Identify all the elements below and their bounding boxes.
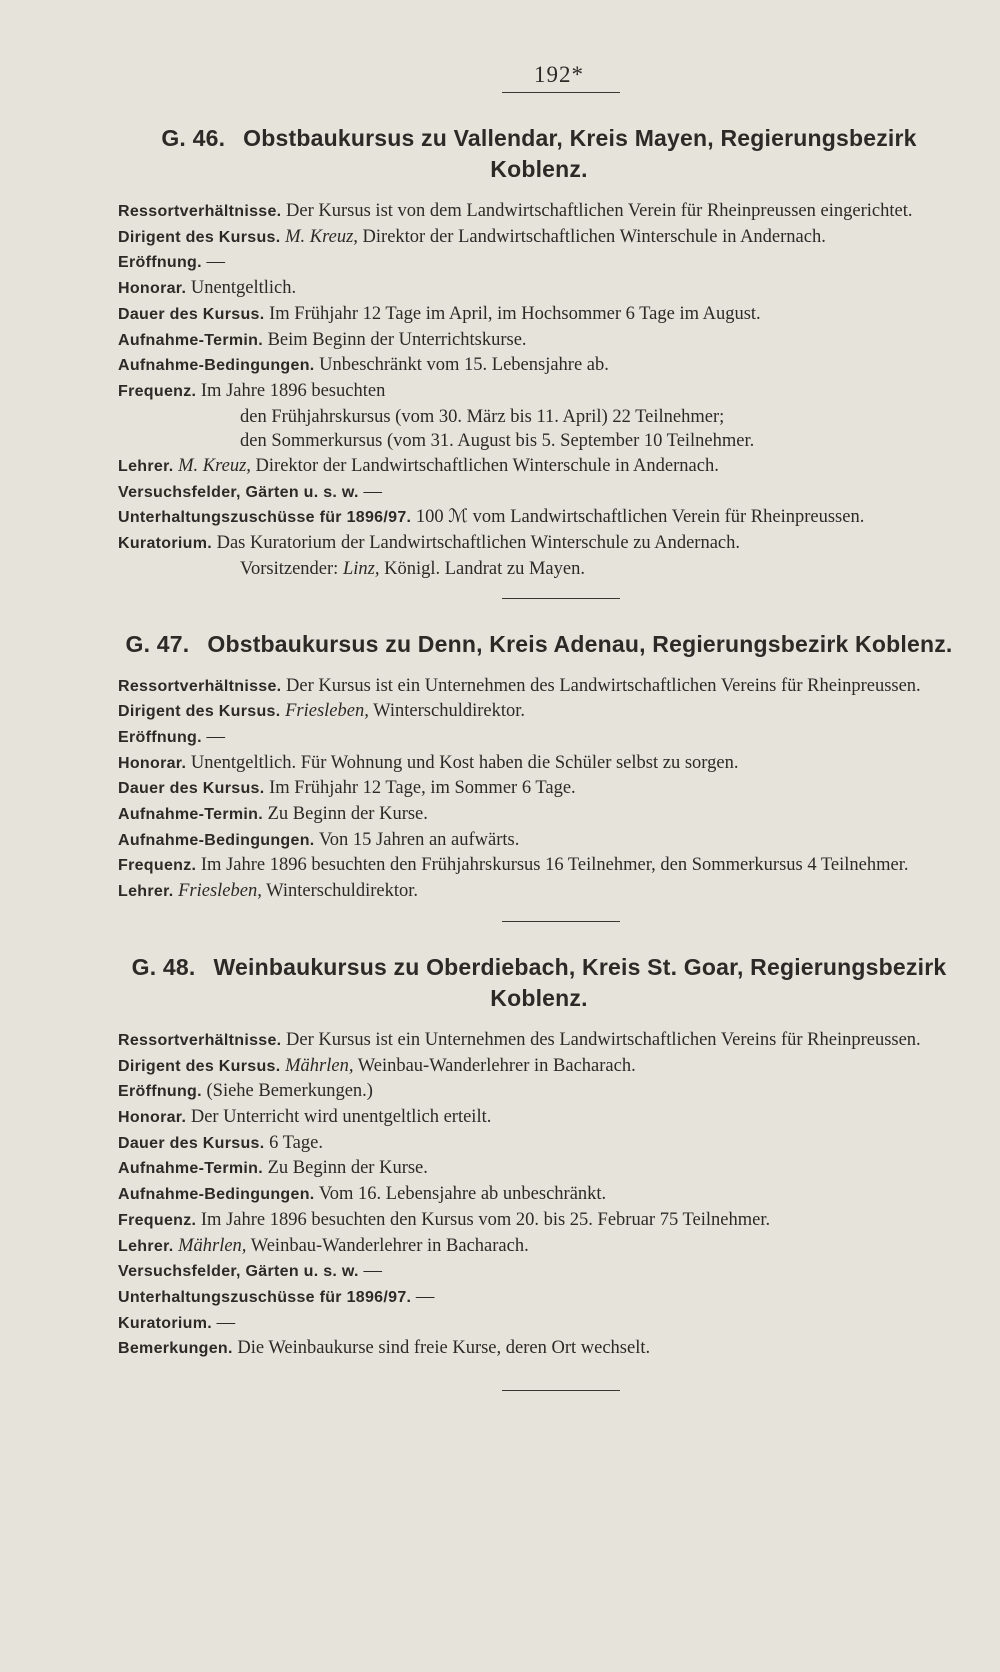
section-title: [118, 123, 960, 185]
entry-label: Versuchsfelder, Gärten u. s. w.: [118, 1263, 359, 1281]
section-g47: [118, 629, 960, 922]
entry-kuratorium: [118, 1311, 960, 1337]
entry-label: Ressortverhältnisse.: [118, 203, 282, 220]
entry-label: Eröffnung.: [118, 254, 202, 272]
entry-honorar: [118, 751, 960, 777]
entry-aufnahme-termin: [118, 802, 960, 828]
entry-text: —: [363, 481, 382, 502]
entry-label: Dauer des Kursus.: [118, 780, 265, 798]
frequenz-line: den Sommerkursus (vom 31. August bis 5. September 10 Teilnehmer.: [240, 431, 755, 452]
entry-text: Unentgeltlich. Für Wohnung und Kost haben die Schüler selbst zu sorgen.: [190, 752, 739, 773]
entry-person: Mährlen,: [178, 1235, 247, 1256]
entry-text: Direktor der Landwirtschaftlichen Winterschule in Andernach.: [255, 456, 719, 477]
entry-person: Mährlen,: [285, 1055, 354, 1076]
entry-text: —: [206, 726, 225, 747]
section-heading: Weinbaukursus zu Oberdiebach, Kreis St. Goar, Regierungsbezirk Koblenz.: [213, 953, 947, 1011]
entry-label: Dirigent des Kursus.: [118, 228, 281, 246]
chair-prefix: Vorsitzender:: [240, 558, 339, 579]
entry-label: Aufnahme-Bedingungen.: [118, 357, 315, 375]
entry-text: Im Jahre 1896 besuchten den Frühjahrskursus 16 Teilnehmer, den Sommerkursus 4 Teilnehmer.: [200, 855, 909, 876]
entry-text: Im Frühjahr 12 Tage im April, im Hochsommer 6 Tage im August.: [269, 303, 761, 324]
entry-text: Im Jahre 1896 besuchten den Kursus vom 20. bis 25. Februar 75 Teilnehmer.: [200, 1209, 771, 1230]
entry-label: Honorar.: [118, 754, 187, 772]
entry-text: Beim Beginn der Unterrichtskurse.: [267, 329, 527, 350]
section-heading: Obstbaukursus zu Vallendar, Kreis Mayen, Regierungsbezirk Koblenz.: [243, 125, 917, 182]
entry-text: Die Weinbaukurse sind freie Kurse, deren Ort wechselt.: [237, 1338, 651, 1359]
entry-text: 6 Tage.: [269, 1132, 323, 1153]
entry-label: Eröffnung.: [118, 1083, 202, 1101]
entry-text: Der Kursus ist ein Unternehmen des Landwirtschaftlichen Vereins für Rheinpreussen.: [286, 1029, 921, 1050]
section-separator: [502, 598, 620, 599]
entry-label: Dauer des Kursus.: [118, 1134, 265, 1152]
entry-dirigent: [118, 225, 960, 251]
entry-aufnahme-termin: [118, 1156, 960, 1182]
entry-label: Dauer des Kursus.: [118, 305, 265, 323]
entry-label: Versuchsfelder, Gärten u. s. w.: [118, 483, 359, 501]
entry-lehrer: [118, 454, 960, 480]
entry-person: M. Kreuz,: [285, 226, 358, 247]
entry-text: Unbeschränkt vom 15. Lebensjahre ab.: [319, 355, 609, 376]
entry-text: Das Kuratorium der Landwirtschaftlichen Winterschule zu Andernach.: [216, 533, 741, 554]
entry-label: Honorar.: [118, 280, 187, 298]
entry-frequenz: [118, 1208, 960, 1234]
entry-label: Frequenz.: [118, 857, 197, 875]
entry-text: Unentgeltlich.: [190, 278, 297, 299]
entry-label: Aufnahme-Termin.: [118, 1160, 263, 1178]
chair-suffix: Königl. Landrat zu Mayen.: [384, 558, 585, 579]
entry-text: Von 15 Jahren an aufwärts.: [318, 829, 520, 850]
section-title: [118, 952, 960, 1014]
entry-text: —: [206, 252, 225, 273]
entry-text: Zu Beginn der Kurse.: [267, 1158, 428, 1179]
entry-text: Der Kursus ist ein Unternehmen des Landwirtschaftlichen Vereins für Rheinpreussen.: [286, 675, 921, 696]
entry-label: Lehrer.: [118, 1237, 174, 1255]
chair-person: Linz,: [342, 558, 380, 579]
entry-label: Aufnahme-Termin.: [118, 331, 263, 349]
section-g48: [118, 952, 960, 1391]
section-title: [118, 629, 960, 660]
entry-aufnahme-bedingungen: [118, 353, 960, 379]
section-number: G. 46.: [161, 125, 226, 151]
entry-label: Kuratorium.: [118, 1314, 212, 1332]
entry-person: Friesleben,: [178, 881, 262, 902]
entry-aufnahme-bedingungen: [118, 1182, 960, 1208]
entry-ressortverhaeltnisse: [118, 674, 960, 700]
entry-honorar: [118, 276, 960, 302]
entry-text: 100 ℳ vom Landwirtschaftlichen Verein für Rheinpreussen.: [415, 507, 865, 528]
entry-text: Direktor der Landwirtschaftlichen Winterschule in Andernach.: [362, 226, 826, 247]
entry-label: Lehrer.: [118, 458, 174, 476]
entry-ressortverhaeltnisse: [118, 1028, 960, 1054]
section-g46: [118, 123, 960, 599]
entry-label: Frequenz.: [118, 382, 197, 400]
entry-aufnahme-termin: [118, 328, 960, 354]
entry-label: Dirigent des Kursus.: [118, 1057, 281, 1075]
entry-label: Aufnahme-Bedingungen.: [118, 831, 315, 849]
page-number-rule: [502, 92, 620, 93]
entry-text: —: [216, 1312, 236, 1333]
entry-dauer: [118, 302, 960, 328]
entry-ressortverhaeltnisse: [118, 199, 960, 225]
entry-eroeffnung: [118, 725, 960, 751]
section-number: G. 48.: [131, 953, 196, 980]
entry-bemerkungen: [118, 1336, 960, 1362]
section-separator: [502, 921, 620, 922]
section-heading: Obstbaukursus zu Denn, Kreis Adenau, Regierungsbezirk Koblenz.: [207, 630, 953, 657]
page-number: 192*: [534, 62, 584, 87]
entry-lehrer: [118, 1234, 960, 1260]
entry-label: Kuratorium.: [118, 535, 212, 553]
entry-versuchsfelder: [118, 480, 960, 506]
kuratorium-chair-line: [118, 557, 960, 582]
entry-label: Lehrer.: [118, 883, 174, 901]
entry-label: Honorar.: [118, 1108, 187, 1126]
frequenz-line: den Frühjahrskursus (vom 30. März bis 11. April) 22 Teilnehmer;: [240, 406, 725, 427]
entry-dirigent: [118, 1054, 960, 1080]
entry-dirigent: [118, 699, 960, 725]
entry-text: Winterschuldirektor.: [373, 701, 525, 722]
entry-text: Zu Beginn der Kurse.: [267, 804, 428, 825]
entry-dauer: [118, 776, 960, 802]
entry-frequenz: [118, 853, 960, 879]
entry-text: Im Frühjahr 12 Tage, im Sommer 6 Tage.: [269, 778, 576, 799]
entry-honorar: [118, 1105, 960, 1131]
entry-label: Unterhaltungszuschüsse für 1896/97.: [118, 1288, 412, 1306]
section-separator: [502, 1390, 620, 1391]
entry-label: Aufnahme-Termin.: [118, 806, 263, 824]
entry-label: Aufnahme-Bedingungen.: [118, 1186, 315, 1204]
entry-person: Friesleben,: [285, 701, 369, 722]
entry-person: M. Kreuz,: [178, 456, 251, 477]
entry-label: Eröffnung.: [118, 728, 202, 746]
entry-label: Ressortverhältnisse.: [118, 1031, 282, 1049]
entry-text: Der Unterricht wird unentgeltlich erteilt.: [190, 1106, 492, 1127]
entry-unterhaltungszuschuesse: [118, 1285, 960, 1311]
entry-dauer: [118, 1131, 960, 1157]
entry-lehrer: [118, 879, 960, 905]
entry-eroeffnung: [118, 250, 960, 276]
entry-kuratorium: [118, 531, 960, 557]
entry-text: Weinbau-Wanderlehrer in Bacharach.: [357, 1055, 636, 1076]
entry-label: Ressortverhältnisse.: [118, 677, 282, 695]
entry-label: Frequenz.: [118, 1211, 197, 1229]
entry-aufnahme-bedingungen: [118, 828, 960, 854]
entry-text: Der Kursus ist von dem Landwirtschaftlichen Verein für Rheinpreussen eingerichtet.: [286, 201, 913, 221]
entry-text: —: [415, 1286, 435, 1307]
entry-eroeffnung: [118, 1079, 960, 1105]
entry-label: Bemerkungen.: [118, 1340, 233, 1358]
section-number: G. 47.: [125, 630, 190, 657]
entry-versuchsfelder: [118, 1259, 960, 1285]
entry-unterhaltungszuschuesse: [118, 505, 960, 531]
entry-text: Winterschuldirektor.: [266, 881, 418, 902]
entry-text: (Siehe Bemerkungen.): [206, 1081, 373, 1102]
entry-text: Weinbau-Wanderlehrer in Bacharach.: [250, 1235, 529, 1256]
entry-text: Vom 16. Lebensjahre ab unbeschränkt.: [318, 1184, 607, 1205]
entry-label: Dirigent des Kursus.: [118, 703, 281, 721]
entry-text: Im Jahre 1896 besuchten: [200, 380, 386, 401]
entry-frequenz: [118, 379, 960, 405]
entry-label: Unterhaltungszuschüsse für 1896/97.: [118, 509, 412, 527]
entry-text: —: [363, 1261, 382, 1282]
